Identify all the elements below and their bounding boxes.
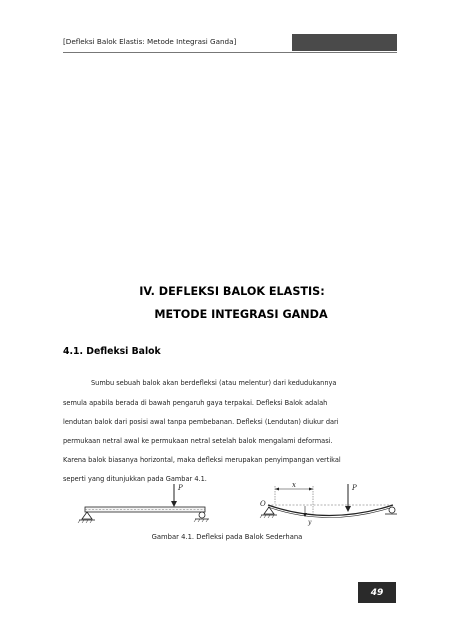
load-label-right: P xyxy=(352,484,357,492)
header-bar xyxy=(292,34,397,51)
paragraph-line: seperti yang ditunjukkan pada Gambar 4.1. xyxy=(63,475,207,483)
page-number-box xyxy=(358,582,396,603)
paragraph-line: permukaan netral awal ke permukaan netral setelah balok mengalami deformasi. xyxy=(63,437,333,445)
undeformed-beam xyxy=(78,484,209,523)
paragraph-line: semula apabila berada di bawah pengaruh gaya terpakai. Defleksi Balok adalah xyxy=(63,399,328,407)
deflection-label: y xyxy=(308,519,312,526)
page-number: 49 xyxy=(370,587,384,598)
section-heading: 4.1. Defleksi Balok xyxy=(63,346,161,357)
deflected-beam xyxy=(260,484,397,518)
beam-deflection-figure xyxy=(63,480,397,528)
chapter-title-line-2: METODE INTEGRASI GANDA xyxy=(154,308,328,321)
origin-label: O xyxy=(260,500,266,508)
figure-caption: Gambar 4.1. Defleksi pada Balok Sederhana xyxy=(151,533,303,541)
chapter-title-line-1: IV. DEFLEKSI BALOK ELASTIS: xyxy=(139,285,325,298)
header-divider xyxy=(63,52,397,53)
page-header xyxy=(63,34,397,52)
paragraph-line: Karena balok biasanya horizontal, maka defleksi merupakan penyimpangan vertikal xyxy=(63,456,341,464)
paragraph-line: lendutan balok dari posisi awal tanpa pembebanan. Defleksi (Lendutan) diukur dari xyxy=(63,418,339,426)
header-title: [Defleksi Balok Elastis: Metode Integrasi Ganda] xyxy=(63,37,237,46)
distance-label: x xyxy=(292,481,296,489)
beam-diagram xyxy=(63,480,397,528)
load-label-left: P xyxy=(178,484,183,492)
paragraph-line: Sumbu sebuah balok akan berdefleksi (atau melentur) dari kedudukannya xyxy=(91,379,337,387)
